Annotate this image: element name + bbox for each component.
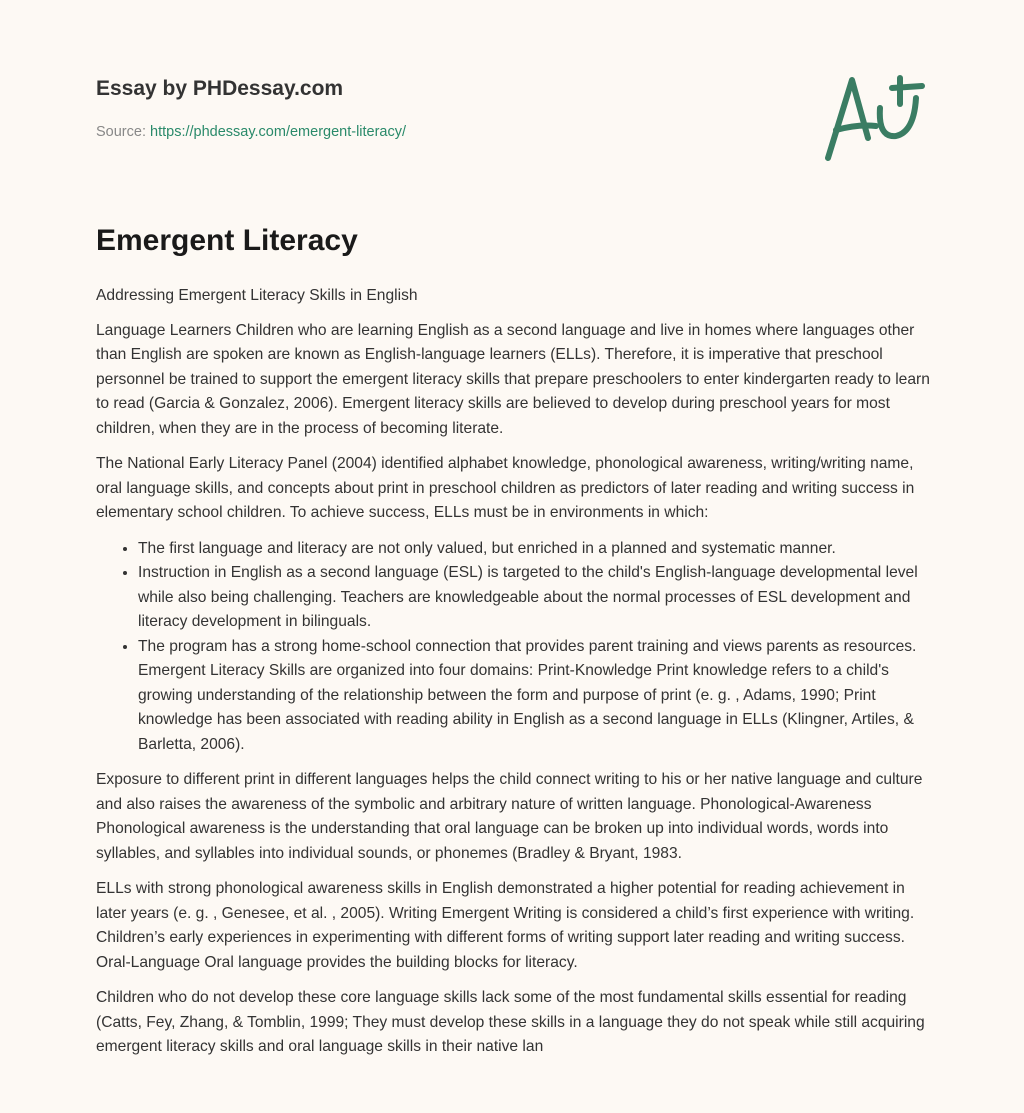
article-subtitle: Addressing Emergent Literacy Skills in English xyxy=(96,287,418,304)
paragraph: Children who do not develop these core language skills lack some of the most fundamental skills essential for reading (Catts, Fey, Zhang, & Tomblin, 1999; They must develop these skills in a language they do not speak while still acquiring emergent literacy skills and oral language skills in their native lan xyxy=(96,989,925,1055)
paragraph: Language Learners Children who are learning English as a second language and live in homes where languages other than English are spoken are known as English-language learners (ELLs). Therefore, it is imperative that preschool personnel be trained to support the emergent literacy skills that prepare preschoolers to enter kindergarten ready to learn to read (Garcia & Gonzalez, 2006). Emergent literacy skills are believed to develop during preschool years for most children, when they are in the process of becoming literate. xyxy=(96,321,930,437)
source-label: Source: xyxy=(96,124,146,140)
site-title: Essay by PHDessay.com xyxy=(96,77,344,100)
article xyxy=(96,224,932,1071)
a-plus-logo-icon xyxy=(818,68,930,166)
paragraph: The National Early Literacy Panel (2004) identified alphabet knowledge, phonological awareness, writing/writing name, oral language skills, and concepts about print in preschool children as predictors of later reading and writing success in elementary school children. To achieve success, ELLs must be in environments in which: xyxy=(96,455,915,521)
list-item: • Instruction in English as a second language (ESL) is targeted to the child's English-language developmental level while also being challenging. Teachers are knowledgeable about the normal processes of ESL development and literacy development in bilinguals. xyxy=(138,561,932,635)
article-title: Emergent Literacy xyxy=(96,224,358,257)
source-link[interactable]: https://phdessay.com/emergent-literacy/ xyxy=(150,124,407,140)
source-line xyxy=(96,124,406,140)
list-item: • The program has a strong home-school connection that provides parent training and views parents as resources. Emergent Literacy Skills are organized into four domains: Print-Knowledge Print knowledge refers to a child's growing understanding of the relationship between the form and purpose of print (e. g. , Adams, 1990; Print knowledge has been associated with reading ability in English as a second language in ELLs (Klingner, Artiles, & Barletta, 2006). xyxy=(138,635,932,758)
list-item: • The first language and literacy are not only valued, but enriched in a planned and systematic manner. xyxy=(138,537,932,562)
paragraph: ELLs with strong phonological awareness skills in English demonstrated a higher potential for reading achievement in later years (e. g. , Genesee, et al. , 2005). Writing Emergent Writing is considered a child’s first experience with writing. Children’s early experiences in experimenting with different forms of writing support later reading and writing success. Oral-Language Oral language provides the building blocks for literacy. xyxy=(96,880,915,971)
conditions-list xyxy=(96,537,932,758)
paragraph: Exposure to different print in different languages helps the child connect writing to his or her native language and culture and also raises the awareness of the symbolic and arbitrary nature of written language. Phonological-Awareness Phonological awareness is the understanding that oral language can be broken up into individual words, words into syllables, and syllables into individual sounds, or phonemes (Bradley & Bryant, 1983. xyxy=(96,771,923,862)
